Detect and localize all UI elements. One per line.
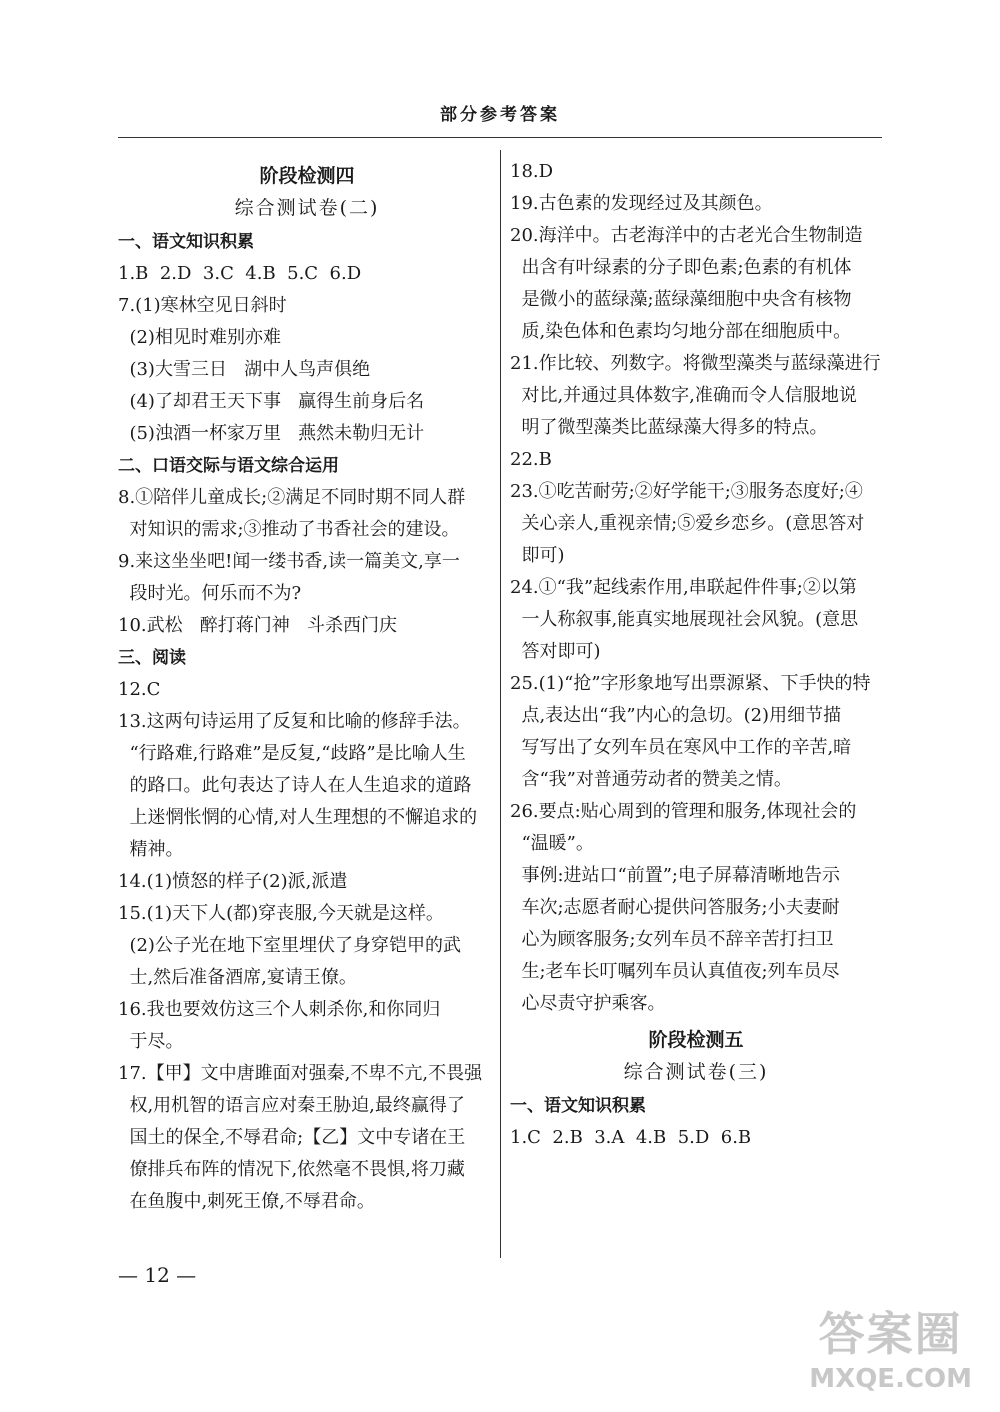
answer-line: 于尽。 <box>118 1031 184 1052</box>
section-heading: 一、语文知识积累 <box>510 1096 646 1116</box>
answer-line: 13.这两句诗运用了反复和比喻的修辞手法。 <box>118 711 471 732</box>
answer-line: 明了微型藻类比蓝绿藻大得多的特点。 <box>510 417 828 438</box>
answer-line: 质,染色体和色素均匀地分部在细胞质中。 <box>510 321 852 342</box>
answer-line: 22.B <box>510 449 552 470</box>
answer-line: 9.来这坐坐吧!闻一缕书香,读一篇美文,享一 <box>118 551 460 572</box>
section-subtitle: 综合测试卷(三) <box>623 1061 769 1083</box>
page-header-title: 部分参考答案 <box>440 105 560 125</box>
answer-line: 24.①“我”起线索作用,串联起件件事;②以第 <box>510 577 857 598</box>
watermark-logo <box>809 1298 972 1394</box>
answer-line: 20.海洋中。古老海洋中的古老光合生物制造 <box>510 225 863 246</box>
page-number: — 12 — <box>118 1263 197 1287</box>
answer-line: 即可) <box>510 545 565 566</box>
answer-line: (4)了却君王天下事 赢得生前身后名 <box>118 391 425 412</box>
answer-line: 出含有叶绿素的分子即色素;色素的有机体 <box>510 257 852 278</box>
answer-line: (5)浊酒一杯家万里 燕然未勒归无计 <box>118 423 425 444</box>
answer-line: 上迷惘怅惘的心情,对人生理想的不懈追求的 <box>118 807 478 828</box>
answer-line: (2)公子光在地下室里埋伏了身穿铠甲的武 <box>118 935 461 956</box>
answer-line: 僚排兵布阵的情况下,依然毫不畏惧,将刀藏 <box>118 1159 465 1180</box>
answer-line: 心为顾客服务;女列车员不辞辛苦打扫卫 <box>510 929 834 950</box>
answer-line: “行路难,行路难”是反复,“歧路”是比喻人生 <box>118 743 466 764</box>
answer-line: 18.D <box>510 161 554 182</box>
answer-line: 16.我也要效仿这三个人刺杀你,和你同归 <box>118 999 441 1020</box>
answer-line: 15.(1)天下人(都)穿丧服,今天就是这样。 <box>118 903 444 924</box>
answer-line: 对知识的需求;③推动了书香社会的建设。 <box>118 519 460 540</box>
answer-line: 车次;志愿者耐心提供问答服务;小夫妻耐 <box>510 897 840 918</box>
column-divider <box>500 150 501 1258</box>
answer-line: 对比,并通过具体数字,准确而令人信服地说 <box>510 385 857 406</box>
section-title: 阶段检测五 <box>648 1029 744 1051</box>
answer-line: (2)相见时难别亦难 <box>118 327 281 348</box>
answer-line: 10.武松 醉打蒋门神 斗杀西门庆 <box>118 615 397 636</box>
answer-line: 含“我”对普通劳动者的赞美之情。 <box>510 769 792 790</box>
answer-line: 21.作比较、列数字。将微型藻类与蓝绿藻进行 <box>510 353 881 374</box>
answer-line: 士,然后准备酒席,宴请王僚。 <box>118 967 357 988</box>
answer-line: 答对即可) <box>510 641 601 662</box>
section-subtitle: 综合测试卷(二) <box>234 197 380 219</box>
answer-line: 14.(1)愤怒的样子(2)派,派遣 <box>118 871 348 892</box>
section-title: 阶段检测四 <box>259 165 355 187</box>
answer-line: 8.①陪伴儿童成长;②满足不同时期不同人群 <box>118 487 466 508</box>
watermark-url: MXQE.COM <box>809 1364 972 1394</box>
answer-line: 权,用机智的语言应对秦王胁迫,最终赢得了 <box>118 1095 465 1116</box>
answer-line: 生;老车长叮嘱列车员认真值夜;列车员尽 <box>510 961 840 982</box>
header-rule <box>118 137 882 138</box>
answer-line: 1.C 2.B 3.A 4.B 5.D 6.B <box>510 1127 752 1148</box>
answer-line: 精神。 <box>118 839 184 860</box>
right-column <box>510 156 882 1154</box>
answer-line: 12.C <box>118 679 161 700</box>
answer-line: “温暖”。 <box>510 833 594 854</box>
answer-line: 26.要点:贴心周到的管理和服务,体现社会的 <box>510 801 857 822</box>
answer-line: 的路口。此句表达了诗人在人生追求的道路 <box>118 775 472 796</box>
answer-line: 25.(1)“抢”字形象地写出票源紧、下手快的特 <box>510 673 871 694</box>
section-heading: 二、口语交际与语文综合运用 <box>118 456 339 476</box>
answer-line: 1.B 2.D 3.C 4.B 5.C 6.D <box>118 263 362 284</box>
answer-line: 是微小的蓝绿藻;蓝绿藻细胞中央含有核物 <box>510 289 852 310</box>
answer-line: 心尽责守护乘客。 <box>510 993 666 1014</box>
answer-line: 23.①吃苦耐劳;②好学能干;③服务态度好;④ <box>510 481 863 502</box>
answer-line: (3)大雪三日 湖中人鸟声俱绝 <box>118 359 371 380</box>
section-heading: 三、阅读 <box>118 648 186 668</box>
answer-line: 在鱼腹中,刺死王僚,不辱君命。 <box>118 1191 375 1212</box>
answer-line: 7.(1)寒林空见日斜时 <box>118 295 287 316</box>
left-column <box>118 156 496 1218</box>
answer-line: 国土的保全,不辱君命;【乙】文中专诸在王 <box>118 1127 466 1148</box>
answer-line: 写写出了女列车员在寒风中工作的辛苦,暗 <box>510 737 852 758</box>
answer-line: 段时光。何乐而不为? <box>118 583 302 604</box>
answer-line: 关心亲人,重视亲情;⑤爱乡恋乡。(意思答对 <box>510 513 865 534</box>
section-heading: 一、语文知识积累 <box>118 232 254 252</box>
answer-line: 19.古色素的发现经过及其颜色。 <box>510 193 773 214</box>
answer-line: 点,表达出“我”内心的急切。(2)用细节描 <box>510 705 842 726</box>
answer-line: 事例:进站口“前置”;电子屏幕清晰地告示 <box>510 865 840 886</box>
answer-line: 一人称叙事,能真实地展现社会风貌。(意思 <box>510 609 859 630</box>
answer-line: 17.【甲】文中唐雎面对强秦,不卑不亢,不畏强 <box>118 1063 483 1084</box>
watermark-text: 答案圈 <box>818 1307 963 1361</box>
